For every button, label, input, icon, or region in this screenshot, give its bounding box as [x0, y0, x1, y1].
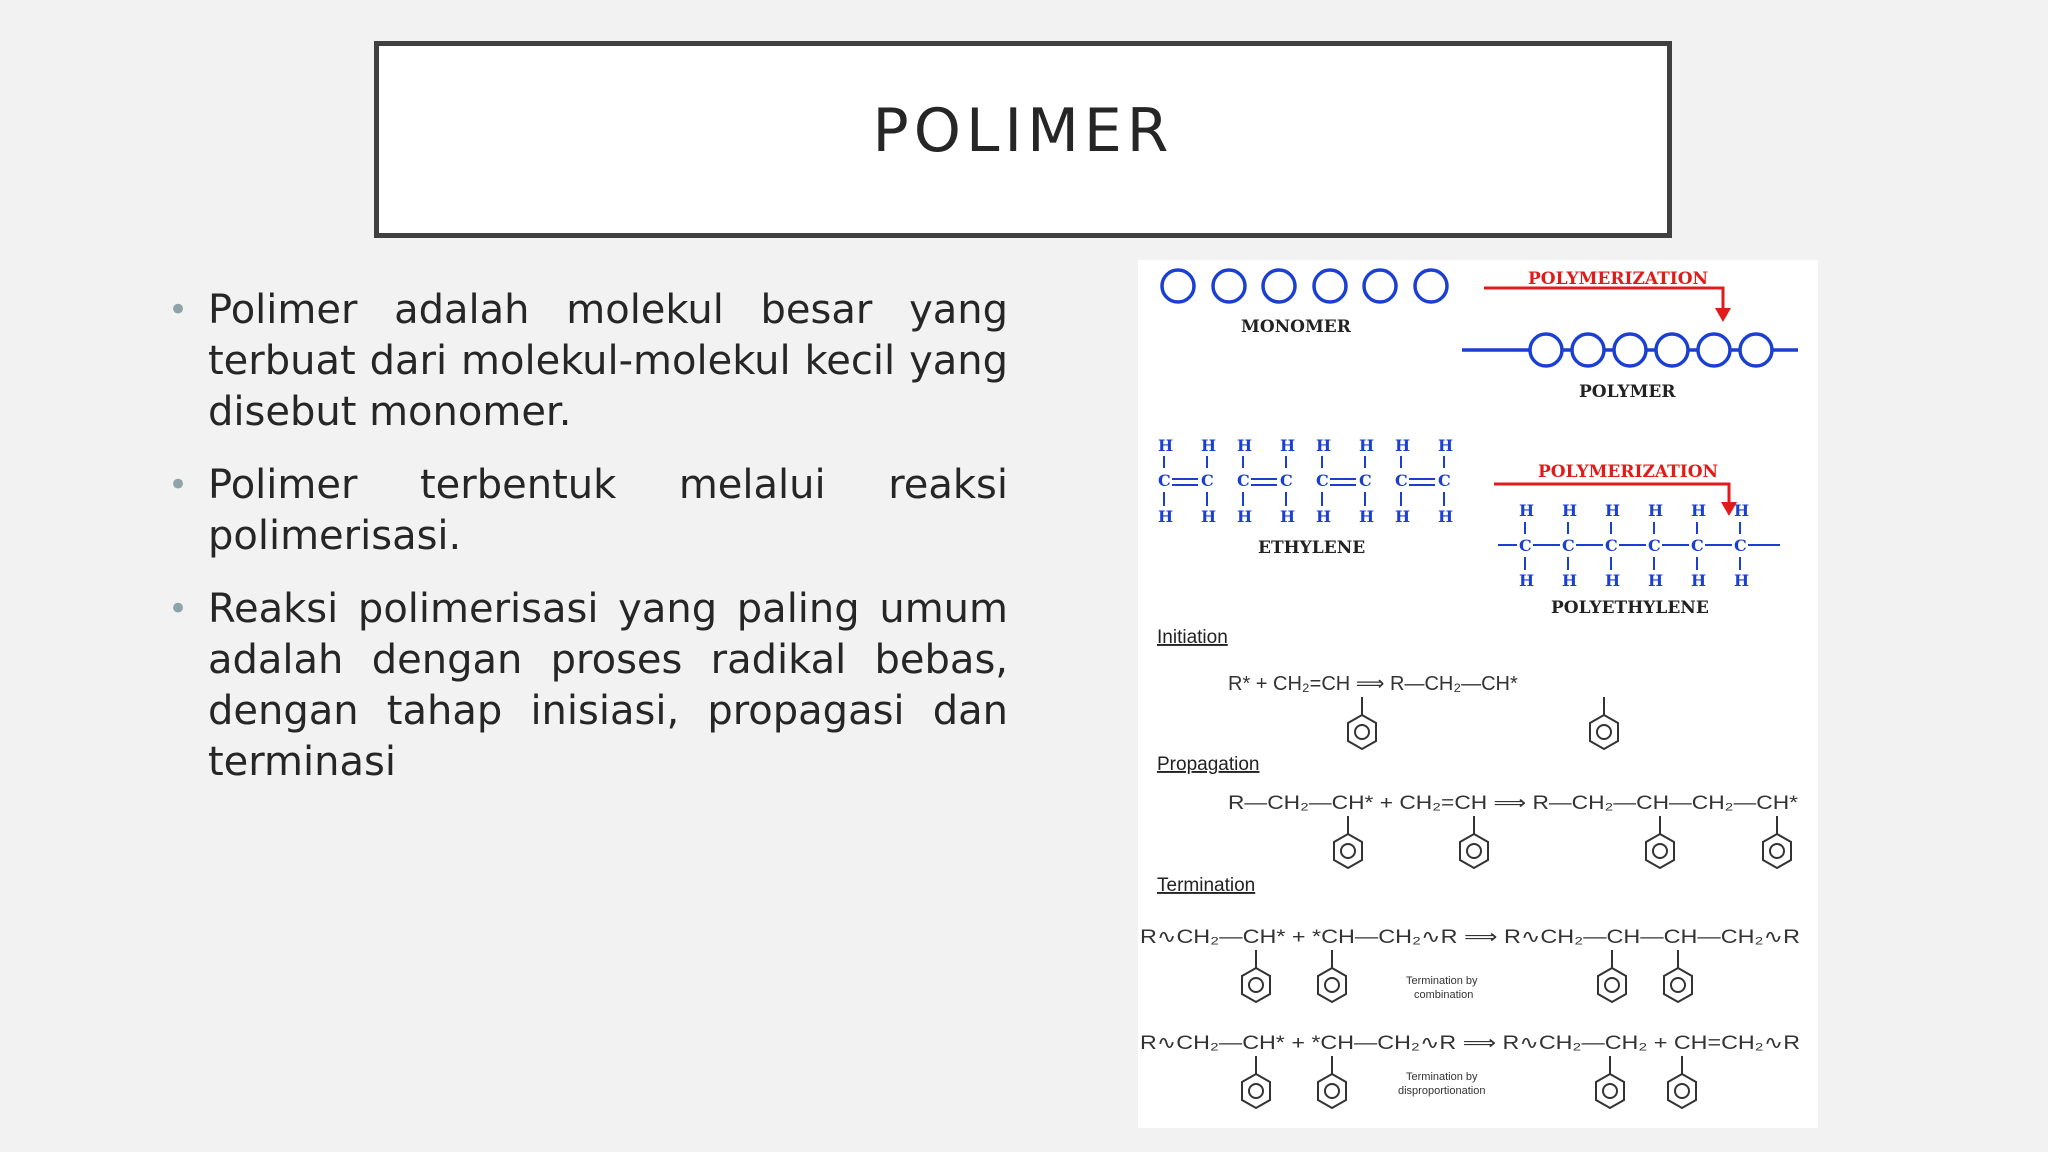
svg-text:C: C	[1519, 536, 1532, 555]
svg-text:H: H	[1605, 501, 1621, 520]
svg-text:H: H	[1237, 507, 1253, 526]
svg-text:C: C	[1395, 471, 1408, 490]
polymerization-arrow	[1484, 288, 1723, 310]
svg-text:H: H	[1519, 571, 1535, 590]
svg-text:H: H	[1316, 436, 1332, 455]
svg-text:H: H	[1158, 436, 1174, 455]
svg-text:H: H	[1237, 436, 1253, 455]
initiation-equation: R* + CH₂=CH ⟹ R—CH₂—CH*	[1228, 673, 1518, 695]
slide-title: POLIMER	[872, 96, 1174, 166]
bullet-list	[162, 285, 1008, 810]
svg-text:H: H	[1316, 507, 1332, 526]
svg-text:C: C	[1359, 471, 1372, 490]
termination-label: Termination	[1157, 875, 1256, 896]
svg-text:H: H	[1562, 501, 1578, 520]
svg-text:H: H	[1734, 501, 1750, 520]
initiation-label: Initiation	[1157, 627, 1228, 648]
svg-text:H: H	[1201, 436, 1217, 455]
polymer-chain	[1462, 334, 1798, 366]
svg-text:H: H	[1648, 571, 1664, 590]
ethylene-label: ETHYLENE	[1258, 538, 1366, 558]
polymerization-figure	[1138, 260, 1818, 1128]
title-box	[374, 41, 1672, 238]
termination-note: Termination by	[1406, 975, 1478, 987]
polymer-label: POLYMER	[1579, 382, 1676, 402]
svg-text:C: C	[1237, 471, 1250, 490]
propagation-label: Propagation	[1157, 754, 1260, 775]
ethylene-molecules	[1158, 436, 1453, 526]
propagation-equation: R—CH₂—CH* + CH₂=CH ⟹ R—CH₂—CH—CH₂—CH*	[1228, 793, 1799, 814]
svg-text:H: H	[1359, 507, 1375, 526]
svg-text:C: C	[1734, 536, 1747, 555]
svg-text:H: H	[1158, 507, 1174, 526]
svg-text:H: H	[1438, 507, 1454, 526]
termination-note: combination	[1414, 989, 1474, 1001]
bullet-item: • Polimer terbentuk melalui reaksi polimerisasi.	[162, 460, 1008, 562]
svg-text:H: H	[1605, 571, 1621, 590]
svg-text:H: H	[1395, 507, 1411, 526]
polymerization-label: POLYMERIZATION	[1538, 462, 1719, 482]
svg-text:C: C	[1280, 471, 1293, 490]
svg-text:H: H	[1438, 436, 1454, 455]
svg-text:H: H	[1648, 501, 1664, 520]
bullet-item: • Polimer adalah molekul besar yang terbuat dari molekul-molekul kecil yang disebut monomer.	[162, 285, 1008, 438]
svg-text:C: C	[1316, 471, 1329, 490]
svg-text:C: C	[1562, 536, 1575, 555]
polyethylene-chain	[1498, 501, 1780, 590]
svg-text:C: C	[1201, 471, 1214, 490]
polyethylene-label: POLYETHYLENE	[1551, 598, 1709, 618]
termination-equation: R∿CH₂—CH* + *CH—CH₂∿R ⟹ R∿CH₂—CH₂ + CH=CH₂∿R	[1140, 1033, 1800, 1054]
termination-note: Termination by	[1406, 1071, 1478, 1083]
svg-text:C: C	[1605, 536, 1618, 555]
svg-text:H: H	[1691, 571, 1707, 590]
svg-text:H: H	[1280, 507, 1296, 526]
monomer-label: MONOMER	[1241, 317, 1351, 337]
svg-text:H: H	[1395, 436, 1411, 455]
svg-text:C: C	[1158, 471, 1171, 490]
termination-note: disproportionation	[1398, 1085, 1486, 1097]
monomer-circles	[1162, 270, 1447, 302]
svg-text:H: H	[1280, 436, 1296, 455]
svg-text:C: C	[1691, 536, 1704, 555]
svg-text:C: C	[1648, 536, 1661, 555]
svg-text:H: H	[1519, 501, 1535, 520]
svg-text:H: H	[1734, 571, 1750, 590]
svg-text:H: H	[1201, 507, 1217, 526]
termination-equation: R∿CH₂—CH* + *CH—CH₂∿R ⟹ R∿CH₂—CH—CH—CH₂∿R	[1140, 927, 1800, 948]
polymerization-label: POLYMERIZATION	[1528, 269, 1709, 289]
svg-text:H: H	[1691, 501, 1707, 520]
bullet-item: • Reaksi polimerisasi yang paling umum adalah dengan proses radikal bebas, dengan tahap inisiasi, propagasi dan terminasi	[162, 584, 1008, 788]
svg-text:C: C	[1438, 471, 1451, 490]
svg-text:H: H	[1359, 436, 1375, 455]
svg-text:H: H	[1562, 571, 1578, 590]
